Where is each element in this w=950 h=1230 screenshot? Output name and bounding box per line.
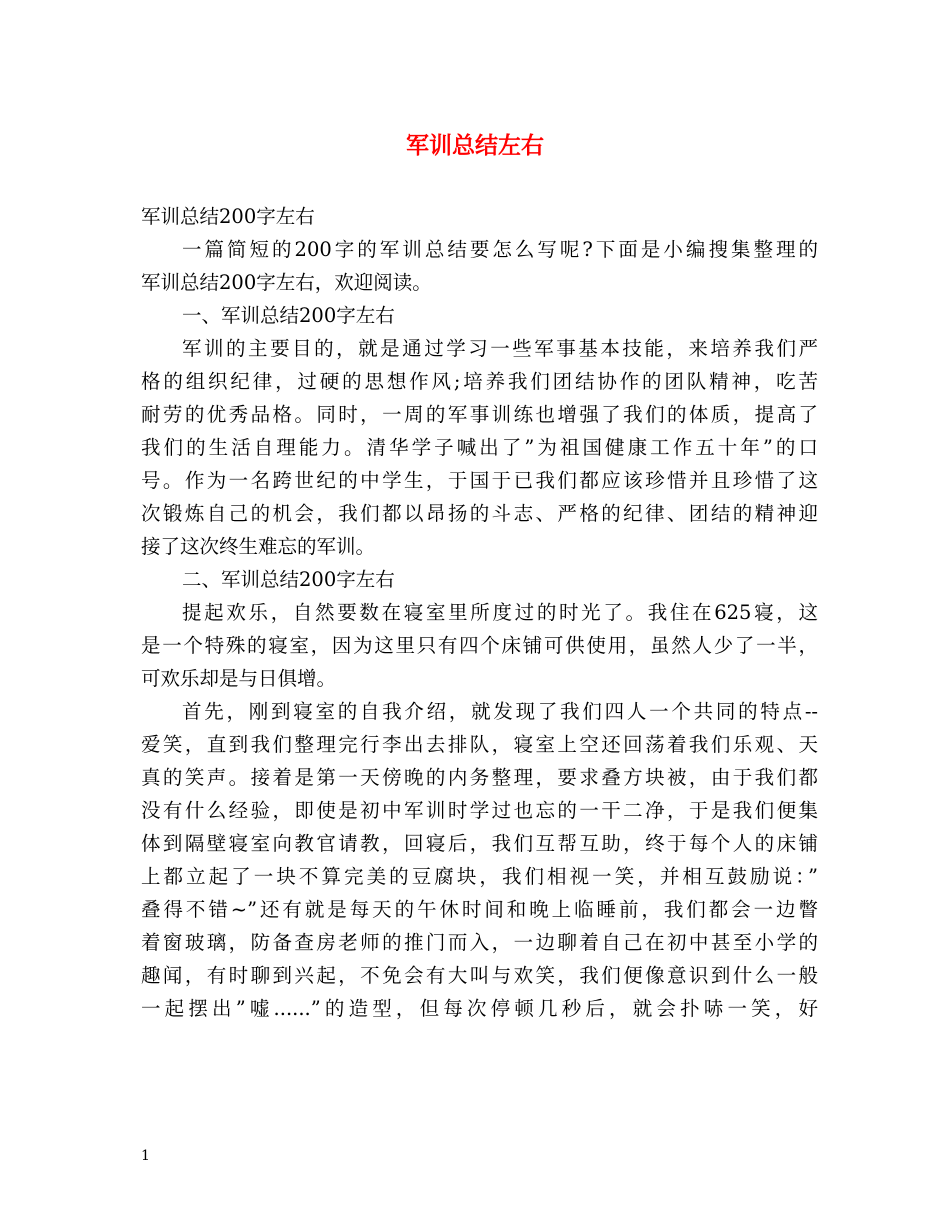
text-line: 次锻炼自己的机会，我们都以昂扬的斗志、严格的纪律、团结的精神迎 bbox=[141, 502, 818, 525]
text-line: 军训的主要目的，就是通过学习一些军事基本技能，来培养我们严 bbox=[182, 337, 818, 360]
text-line: 没有什么经验，即使是初中军训时学过也忘的一干二净，于是我们便集 bbox=[141, 799, 818, 822]
text-line: 真的笑声。接着是第一天傍晚的内务整理，要求叠方块被，由于我们都 bbox=[141, 766, 818, 789]
text-line: 上都立起了一块不算完美的豆腐块，我们相视一笑，并相互鼓励说：” bbox=[141, 865, 818, 888]
text-line: 着窗玻璃，防备查房老师的推门而入，一边聊着自己在初中甚至小学的 bbox=[141, 931, 818, 954]
text-line: 我们的生活自理能力。清华学子喊出了”为祖国健康工作五十年”的口 bbox=[141, 436, 818, 459]
document-body bbox=[141, 200, 818, 1025]
text-line: 格的组织纪律，过硬的思想作风;培养我们团结协作的团队精神，吃苦 bbox=[141, 370, 818, 393]
text-line: 可欢乐却是与日俱增。 bbox=[141, 667, 337, 690]
text-line: 是一个特殊的寝室，因为这里只有四个床铺可供使用，虽然人少了一半， bbox=[141, 634, 818, 657]
page-number: 1 bbox=[141, 1148, 150, 1164]
text-line: 接了这次终生难忘的军训。 bbox=[141, 535, 376, 558]
text-line: 号。作为一名跨世纪的中学生，于国于已我们都应该珍惜并且珍惜了这 bbox=[141, 469, 818, 492]
text-line: 军训总结200字左右 bbox=[141, 205, 315, 228]
text-line: 趣闻，有时聊到兴起，不免会有大叫与欢笑，我们便像意识到什么一般 bbox=[141, 964, 818, 987]
text-line: 爱笑，直到我们整理完行李出去排队，寝室上空还回荡着我们乐观、天 bbox=[141, 733, 818, 756]
text-line: 军训总结200字左右，欢迎阅读。 bbox=[141, 271, 432, 294]
text-line: 首先，刚到寝室的自我介绍，就发现了我们四人一个共同的特点-- bbox=[182, 700, 818, 723]
text-line: 叠得不错~”还有就是每天的午休时间和晚上临睡前，我们都会一边瞥 bbox=[141, 898, 818, 921]
text-line: 一起摆出”嘘......”的造型，但每次停顿几秒后，就会扑哧一笑，好 bbox=[141, 997, 818, 1020]
text-line: 耐劳的优秀品格。同时，一周的军事训练也增强了我们的体质，提高了 bbox=[141, 403, 818, 426]
text-line: 二、军训总结200字左右 bbox=[182, 568, 395, 591]
document-title: 军训总结左右 bbox=[406, 132, 544, 159]
text-line: 一、军训总结200字左右 bbox=[182, 304, 395, 327]
text-line: 体到隔壁寝室向教官请教，回寝后，我们互帮互助，终于每个人的床铺 bbox=[141, 832, 818, 855]
text-line: 一篇简短的200字的军训总结要怎么写呢?下面是小编搜集整理的 bbox=[182, 238, 818, 261]
text-line: 提起欢乐，自然要数在寝室里所度过的时光了。我住在625寝，这 bbox=[182, 601, 818, 624]
